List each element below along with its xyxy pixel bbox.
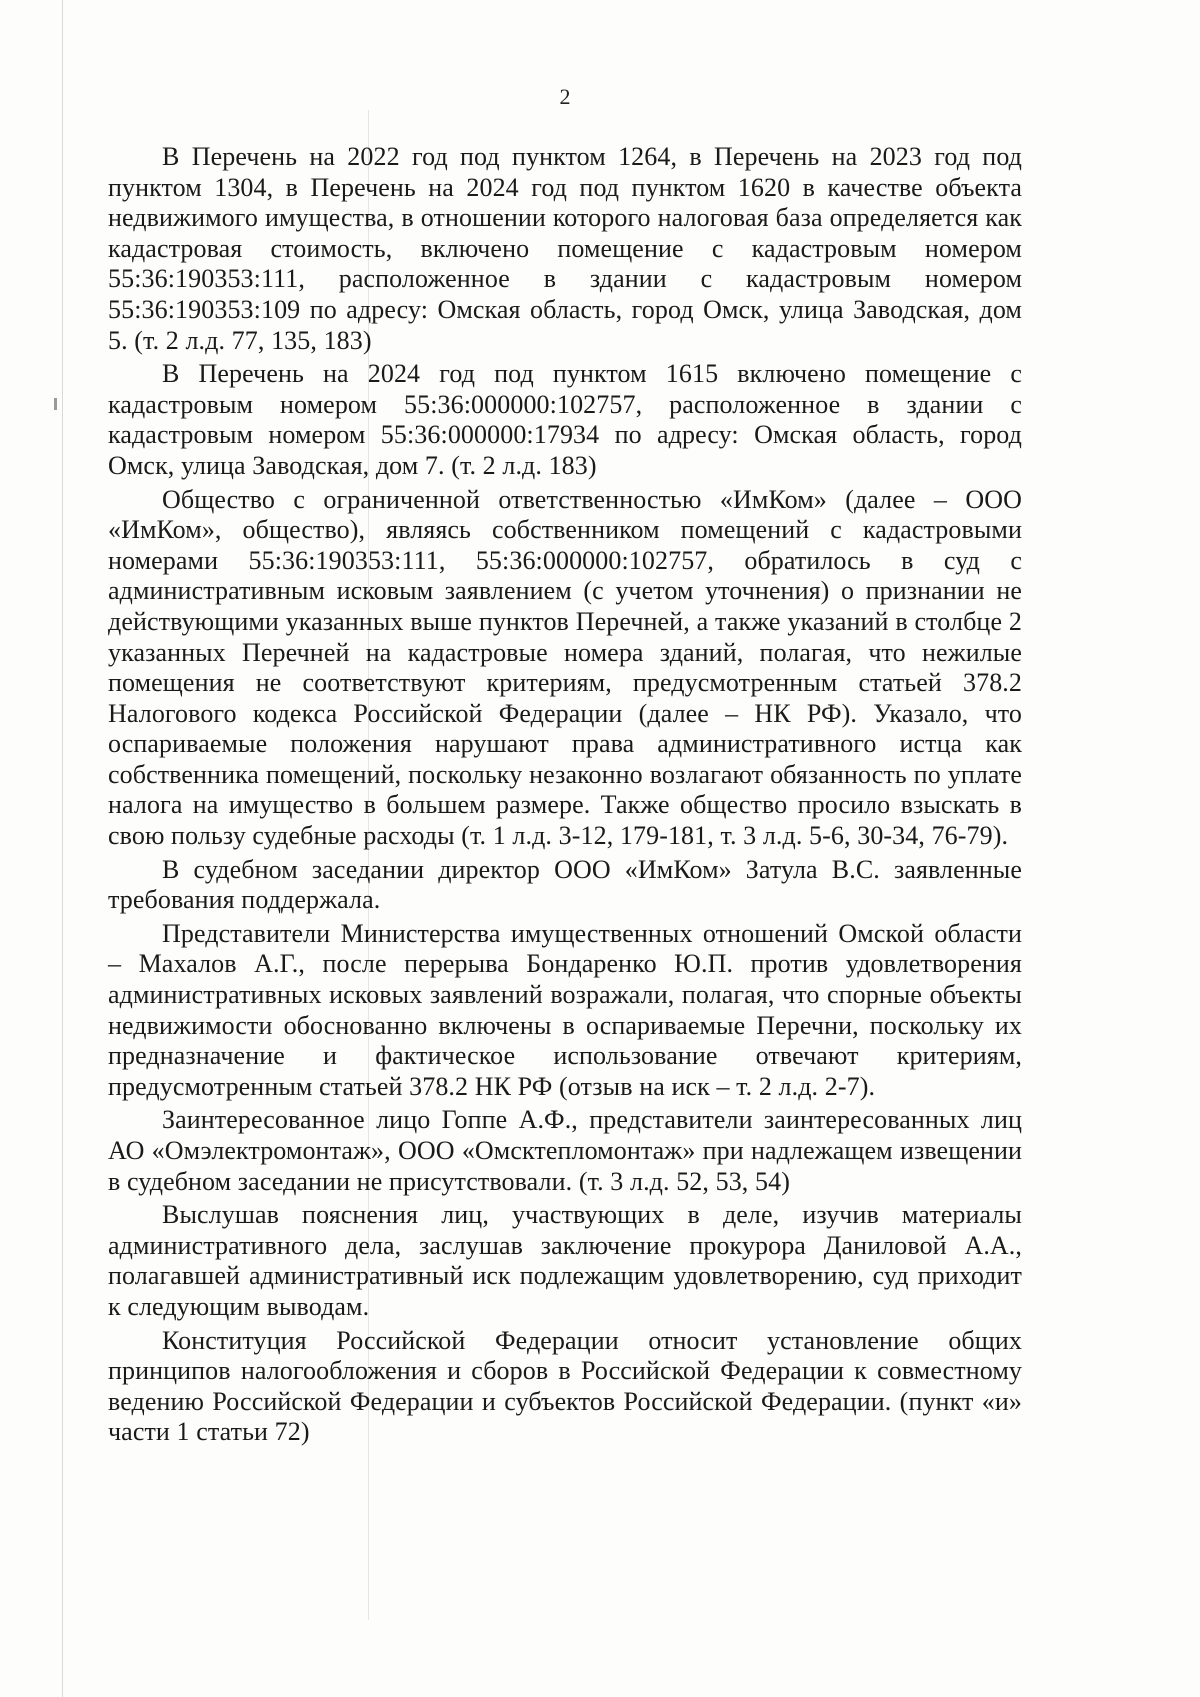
paragraph-court-conclusion: Выслушав пояснения лиц, участвующих в деле, изучив материалы административного дела, заслушав заключение прокурора Даниловой А.А., полагавшей административный иск подлежащим удовлетворению, суд приходит к следующим выводам. xyxy=(108,1200,1022,1321)
paragraph-claim: Общество с ограниченной ответственностью «ИмКом» (далее – ООО «ИмКом», общество), являясь собственником помещений с кадастровыми номерами 55:36:190353:111, 55:36:000000:102757, обратилось в суд с административным исковым заявлением (с учетом уточнения) о признании не действующими указанных выше пунктов Перечней, а также указаний в столбце 2 указанных Перечней на кадастровые номера зданий, полагая, что нежилые помещения не соответствуют критериям, предусмотренным статьей 378.2 Налогового кодекса Российской Федерации (далее – НК РФ). Указало, что оспариваемые положения нарушают права административного истца как собственника помещений, поскольку незаконно возлагают обязанность по уплате налога на имущество в большем размере. Также общество просило взыскать в свою пользу судебные расходы (т. 1 л.д. 3-12, 179-181, т. 3 л.д. 5-6, 30-34, 76-79). xyxy=(108,484,1022,851)
paragraph-ministry-position: Представители Министерства имущественных отношений Омской области – Махалов А.Г., после перерыва Бондаренко Ю.П. против удовлетворения административных исковых заявлений возражали, полагая, что спорные объекты недвижимости обоснованно включены в оспариваемые Перечни, поскольку их предназначение и фактическое использование отвечают критериям, предусмотренным статьей 378.2 НК РФ (отзыв на иск – т. 2 л.д. 2-7). xyxy=(108,918,1022,1101)
paragraph-list-2024-item-1615: В Перечень на 2024 год под пунктом 1615 включено помещение с кадастровым номером 55:36:000000:102757, расположенное в здании с кадастровым номером 55:36:000000:17934 по адресу: Омская область, город Омск, улица Заводская, дом 7. (т. 2 л.д. 183) xyxy=(108,359,1022,480)
paragraph-constitution: Конституция Российской Федерации относит установление общих принципов налогообложения и сборов в Российской Федерации к совместному ведению Российской Федерации и субъектов Российской Федерации. (пункт «и» части 1 статьи 72) xyxy=(108,1325,1022,1447)
scan-edge-line xyxy=(62,0,63,1697)
document-body xyxy=(108,142,1022,1448)
paragraph-interested-parties: Заинтересованное лицо Гоппе А.Ф., представители заинтересованных лиц АО «Омэлектромонтаж», ООО «Омсктепломонтаж» при надлежащем извещении в судебном заседании не присутствовали. (т. 3 л.д. 52, 53, 54) xyxy=(108,1105,1022,1196)
scan-margin-mark xyxy=(54,398,57,410)
page-number: 2 xyxy=(559,84,571,109)
paragraph-list-2022-2024: В Перечень на 2022 год под пунктом 1264, в Перечень на 2023 год под пунктом 1304, в Перечень на 2024 год под пунктом 1620 в качестве объекта недвижимого имущества, в отношении которого налоговая база определяется как кадастровая стоимость, включено помещение с кадастровым номером 55:36:190353:111, расположенное в здании с кадастровым номером 55:36:190353:109 по адресу: Омская область, город Омск, улица Заводская, дом 5. (т. 2 л.д. 77, 135, 183) xyxy=(108,142,1022,355)
paragraph-director-position: В судебном заседании директор ООО «ИмКом» Затула В.С. заявленные требования поддержала. xyxy=(108,854,1022,915)
